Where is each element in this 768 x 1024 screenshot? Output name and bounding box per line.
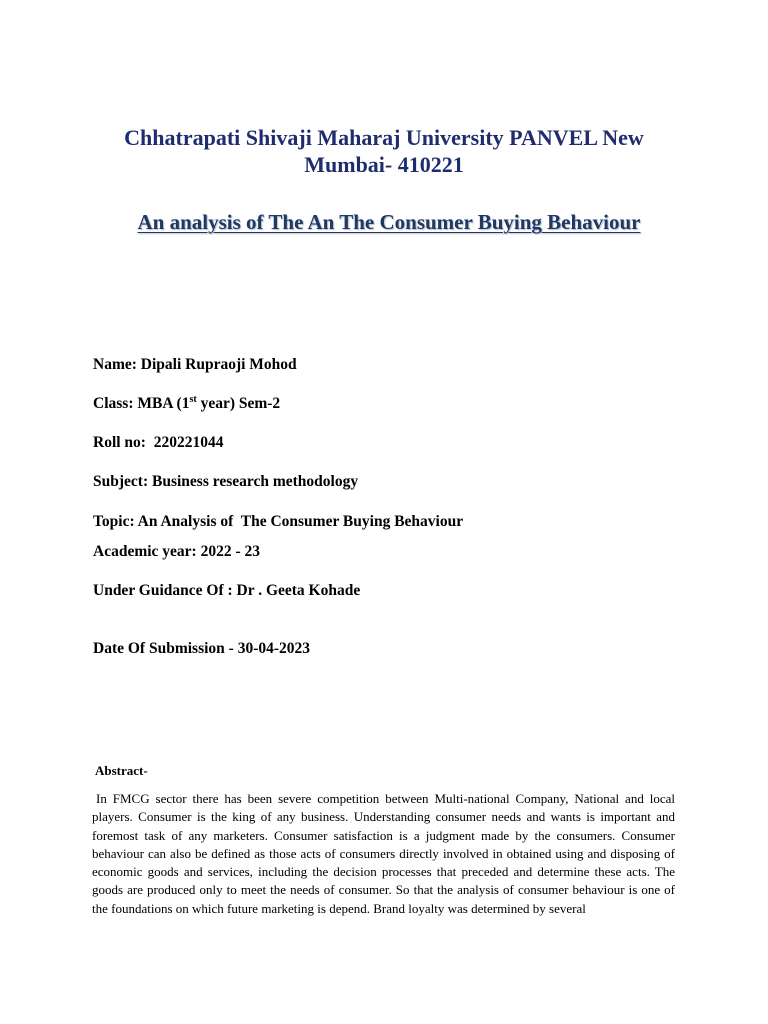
academic-year-value: 2022 - 23 — [200, 543, 261, 560]
class-value-pre: MBA (1 — [137, 395, 190, 412]
class-label: Class: — [93, 395, 138, 412]
name-label: Name: — [93, 356, 141, 373]
submission-date-label: Date Of Submission - — [93, 640, 238, 657]
topic-value: An Analysis of The Consumer Buying Behaviour — [137, 513, 464, 530]
submission-date-field — [93, 639, 310, 659]
analysis-title: An analysis of The An The Consumer Buying Behaviour — [137, 210, 641, 234]
topic-label: Topic: — [93, 513, 138, 530]
roll-no-value: 220221044 — [153, 434, 224, 451]
class-value-post: year) Sem-2 — [196, 395, 281, 412]
subject-value: Business research methodology — [151, 473, 359, 490]
subject-field — [93, 472, 358, 492]
name-field — [93, 355, 297, 375]
subject-label: Subject: — [93, 473, 152, 490]
roll-no-label: Roll no: — [93, 434, 154, 451]
university-title-line1: Chhatrapati Shivaji Maharaj University PANVEL New — [124, 125, 644, 150]
guidance-field — [93, 581, 360, 601]
guidance-value: Dr . Geeta Kohade — [236, 582, 361, 599]
abstract-heading: Abstract- — [95, 763, 148, 778]
submission-date-value: 30-04-2023 — [237, 640, 311, 657]
class-value-superscript: st — [189, 393, 197, 405]
academic-year-label: Academic year: — [93, 543, 201, 560]
topic-field — [93, 512, 463, 532]
roll-no-field — [93, 433, 223, 453]
class-field — [93, 394, 280, 414]
abstract-body: In FMCG sector there has been severe competition between Multi-national Company, National and local players. Consumer is the king of any business. Understanding consumer needs and wants is important and foremost task of any marketers. Consumer satisfaction is a judgment made by the consumers. Consumer behaviour can also be defined as those acts of consumers directly involved in obtained using and disposing of economic goods and services, including the decision processes that preceded and determine these acts. The goods are produced only to meet the needs of consumer. So that the analysis of consumer behaviour is one of the foundations on which future marketing is depend. Brand loyalty was determined by several — [92, 791, 675, 916]
university-title — [0, 124, 768, 178]
academic-year-field — [93, 542, 260, 562]
guidance-label: Under Guidance Of : — [93, 582, 237, 599]
name-value: Dipali Rupraoji Mohod — [140, 356, 297, 373]
university-title-line2: Mumbai- 410221 — [304, 152, 464, 177]
